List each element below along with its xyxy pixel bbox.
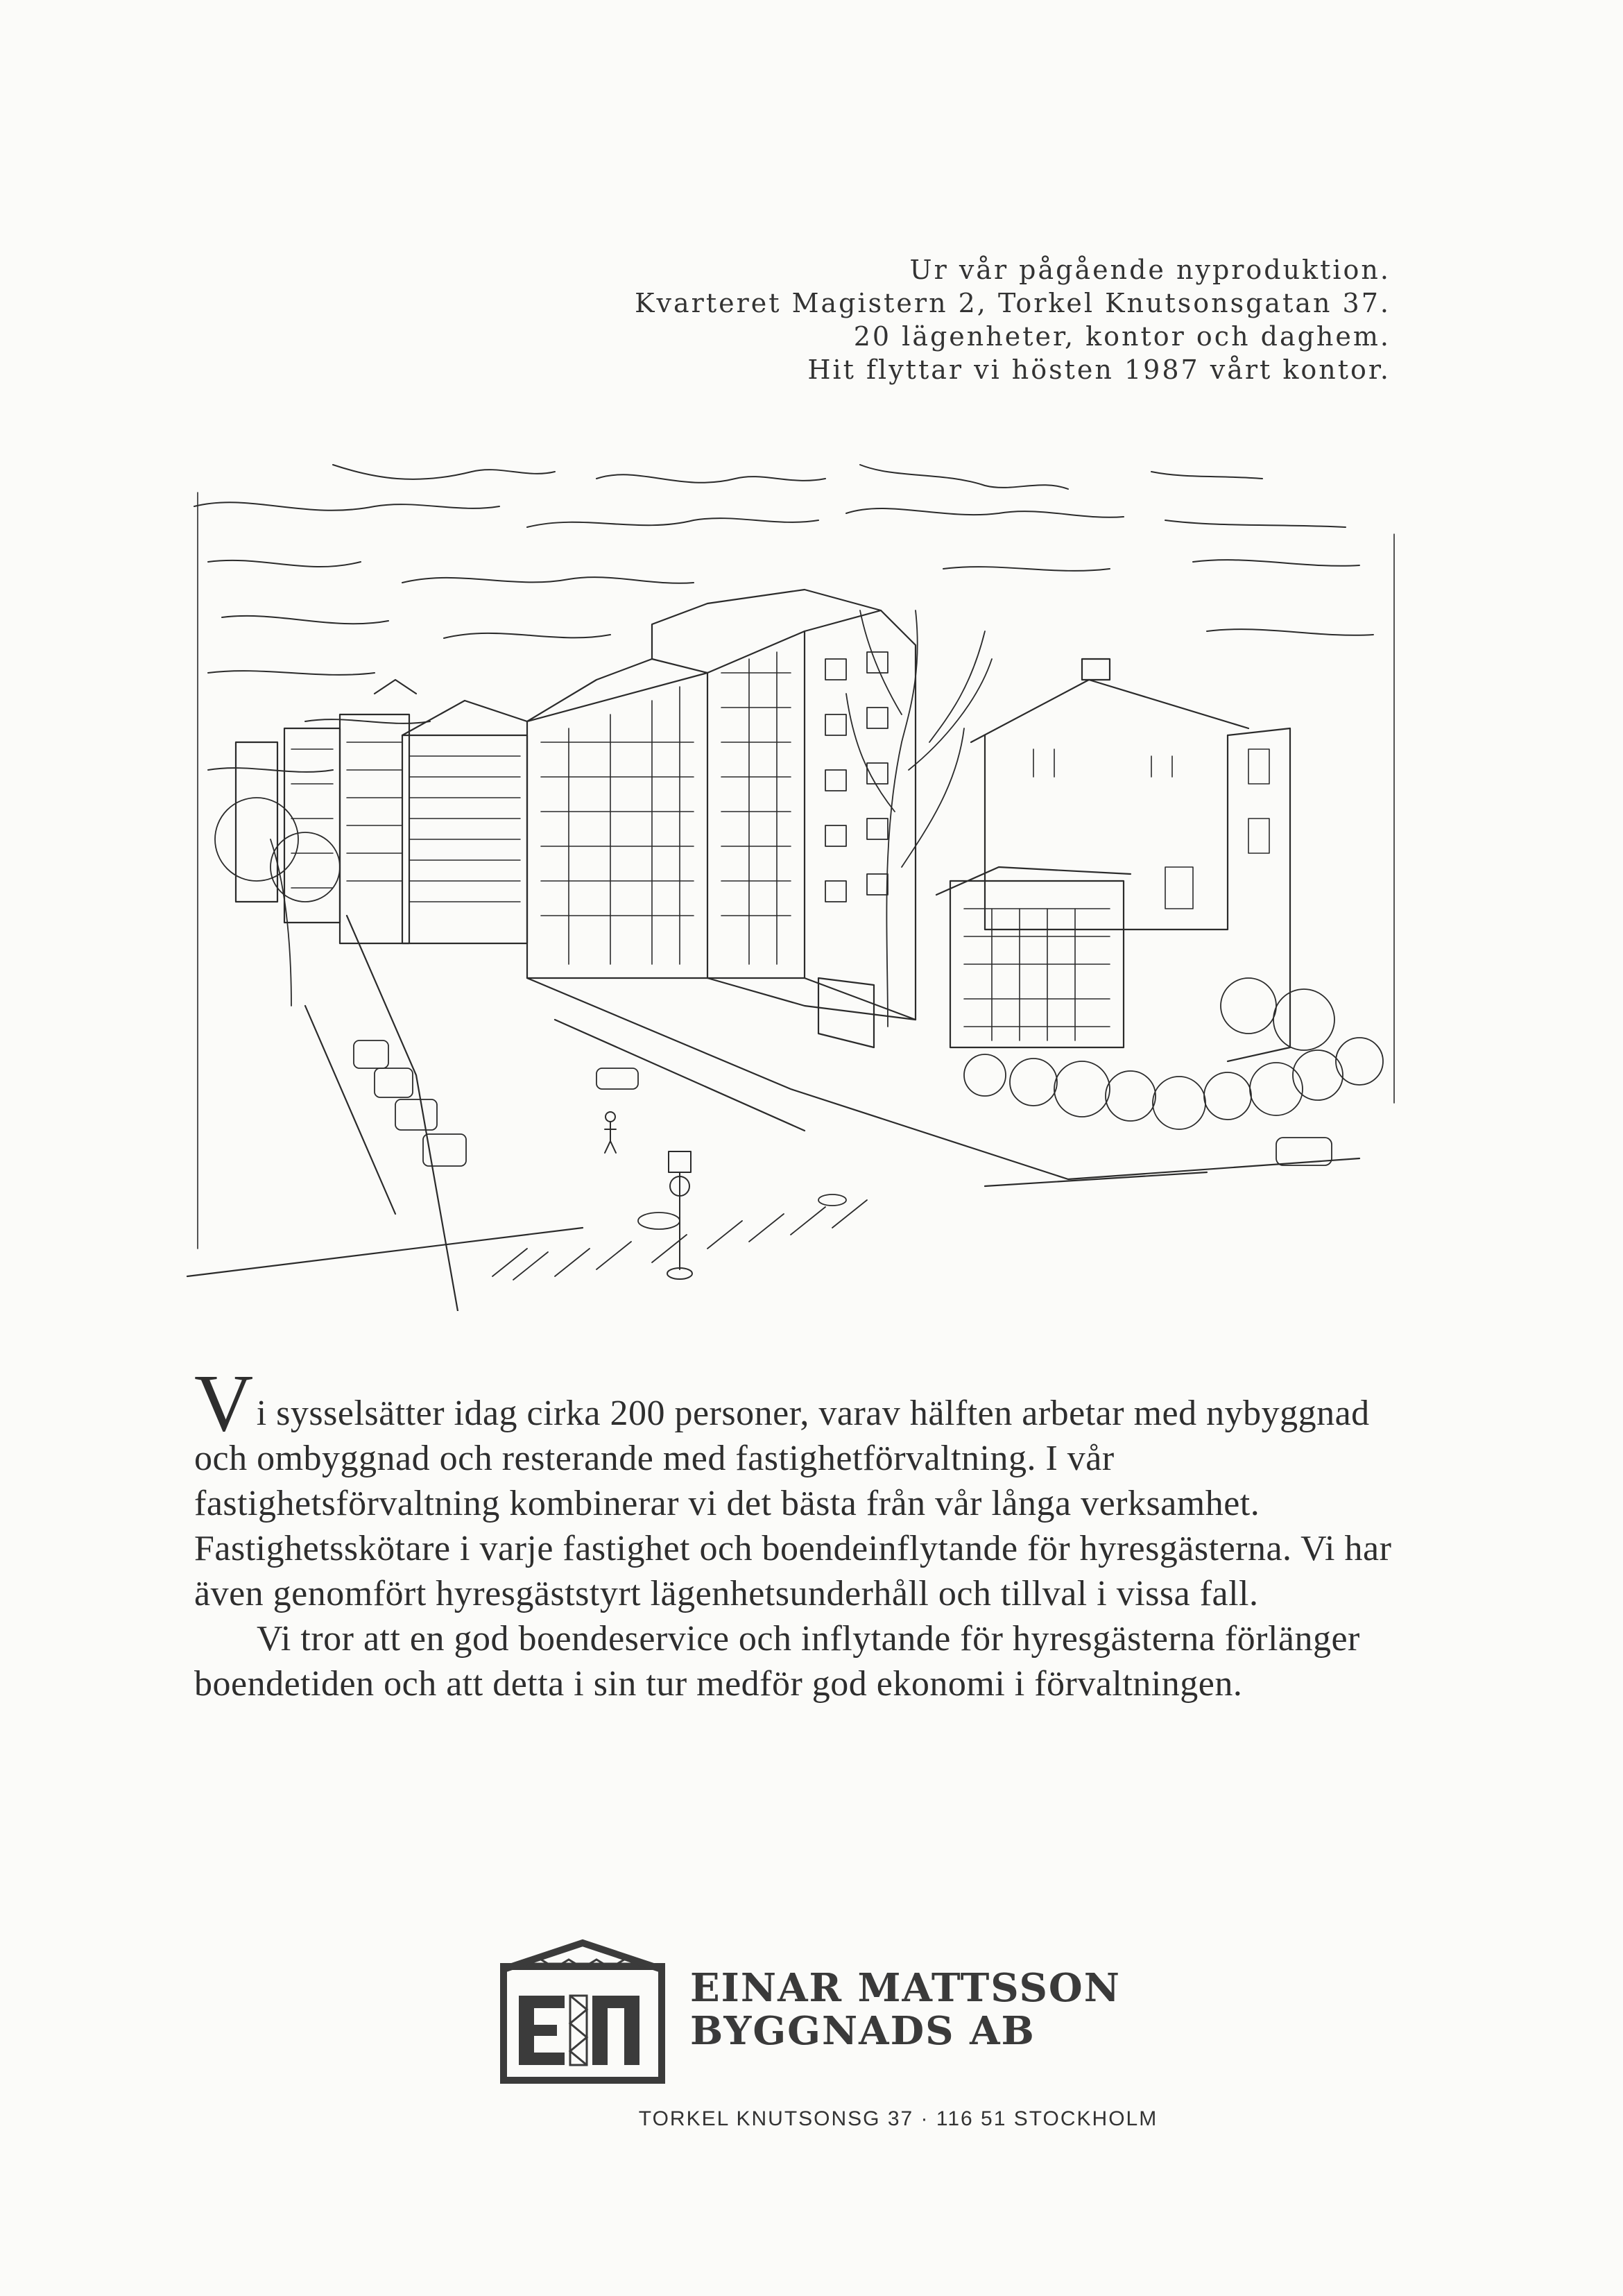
pedestrian — [605, 1112, 616, 1153]
body-text — [194, 1357, 1415, 1706]
drop-cap: V — [194, 1357, 254, 1448]
sky-clouds — [194, 465, 1373, 772]
sign-post — [667, 1151, 692, 1279]
caption-line: 20 lägenheter, kontor och daghem. — [853, 321, 1391, 352]
paragraph-1-text: i sysselsätter idag cirka 200 personer, varav hälften arbetar med nybyggnad och ombyggnad och resterande med fastighetförvaltning. I vår fastighetsförvaltning kombinerar vi det bästa från vår långa verksamhet. Fastighetsskötare i varje fastighet och boendeinflytande för hyresgästerna. Vi har även genomfört hyresgäststyrt lägenhetsunderhåll och tillval i vissa fall. — [194, 1394, 1392, 1613]
pavilion — [936, 867, 1131, 1047]
caption-line: Hit flyttar vi hösten 1987 vårt kontor. — [807, 354, 1391, 385]
distant-buildings — [236, 680, 527, 943]
main-building — [527, 590, 916, 1047]
paragraph-2: Vi tror att en god boendeservice och inflytande för hyresgästerna förlänger boendetiden och att detta i sin tur medför god ekonomi i förvaltningen. — [194, 1619, 1360, 1704]
street-illustration — [166, 451, 1415, 1311]
streets — [187, 916, 1359, 1311]
company-name-line-1: EINAR MATTSSON — [690, 1965, 1121, 2011]
caption-line: Kvarteret Magistern 2, Torkel Knutsonsgatan 37. — [635, 288, 1391, 318]
company-name-line-2: BYGGNADS AB — [690, 2008, 1036, 2054]
em-logo-icon — [499, 1939, 666, 2084]
illustration-caption — [635, 253, 1391, 386]
company-name — [690, 1967, 1121, 2053]
paragraph-1 — [194, 1357, 1415, 1616]
parked-cars — [354, 1040, 1332, 1166]
right-house — [971, 659, 1290, 1061]
shrubs — [964, 978, 1383, 1129]
caption-line: Ur vår pågående nyproduktion. — [909, 255, 1391, 285]
company-address: TORKEL KNUTSONSG 37 · 116 51 STOCKHOLM — [638, 2107, 1158, 2130]
